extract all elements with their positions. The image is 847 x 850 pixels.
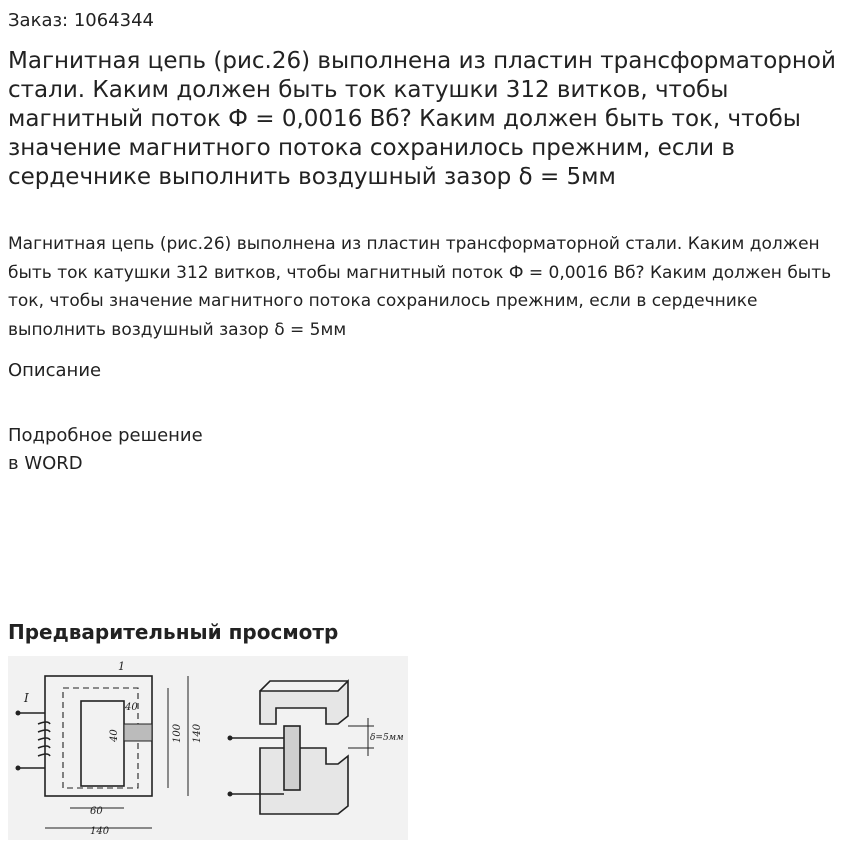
terminal-bottom-icon <box>16 766 21 771</box>
core-number-label: 1 <box>118 660 125 673</box>
preview-heading: Предварительный просмотр <box>8 620 339 644</box>
solution-line-1: Подробное решение <box>8 425 203 446</box>
solution-line-2: в WORD <box>8 453 83 474</box>
gap-width-label: 40 <box>125 702 138 713</box>
preview-image[interactable] <box>8 656 408 840</box>
solution-info <box>8 422 203 478</box>
inner-height-label: 100 <box>172 723 183 743</box>
description-section-label: Описание <box>8 360 102 381</box>
right-terminal-bottom-icon <box>228 792 233 797</box>
page-title: Магнитная цепь (рис.26) выполнена из пластин трансформаторной стали. Каким должен быть ток катушки 312 витков, чтобы магнитный поток Ф = 0,0016 Вб? Каким должен быть ток, чтобы значение магнитного потока сохранилось прежним, если в сердечнике выполнить воздушный зазор δ = 5мм <box>8 48 836 190</box>
outer-height-label: 140 <box>192 723 203 743</box>
outer-width-label: 140 <box>90 826 110 837</box>
current-label: I <box>24 691 29 705</box>
core-window-outline <box>81 701 124 786</box>
gap-height-label: 40 <box>109 729 120 742</box>
core-gap-section <box>124 724 152 741</box>
lower-core-half <box>260 748 348 814</box>
magnetic-circuit-figure <box>8 656 408 840</box>
coil-winding <box>38 722 50 756</box>
terminal-top-icon <box>16 711 21 716</box>
coil-on-core <box>284 726 300 790</box>
inner-width-label: 60 <box>90 806 103 817</box>
order-number: Заказ: 1064344 <box>8 10 154 31</box>
problem-description: Магнитная цепь (рис.26) выполнена из пластин трансформаторной стали. Каким должен быть ток катушки 312 витков, чтобы магнитный поток Ф = 0,0016 Вб? Каким должен быть ток, чтобы значение магнитного потока сохранилось прежним, если в сердечнике выполнить воздушный зазор δ = 5мм <box>8 234 832 340</box>
upper-core-top-edge <box>260 681 348 691</box>
upper-core-half <box>260 681 348 724</box>
right-terminal-top-icon <box>228 736 233 741</box>
air-gap-label: δ=5мм <box>370 733 404 743</box>
